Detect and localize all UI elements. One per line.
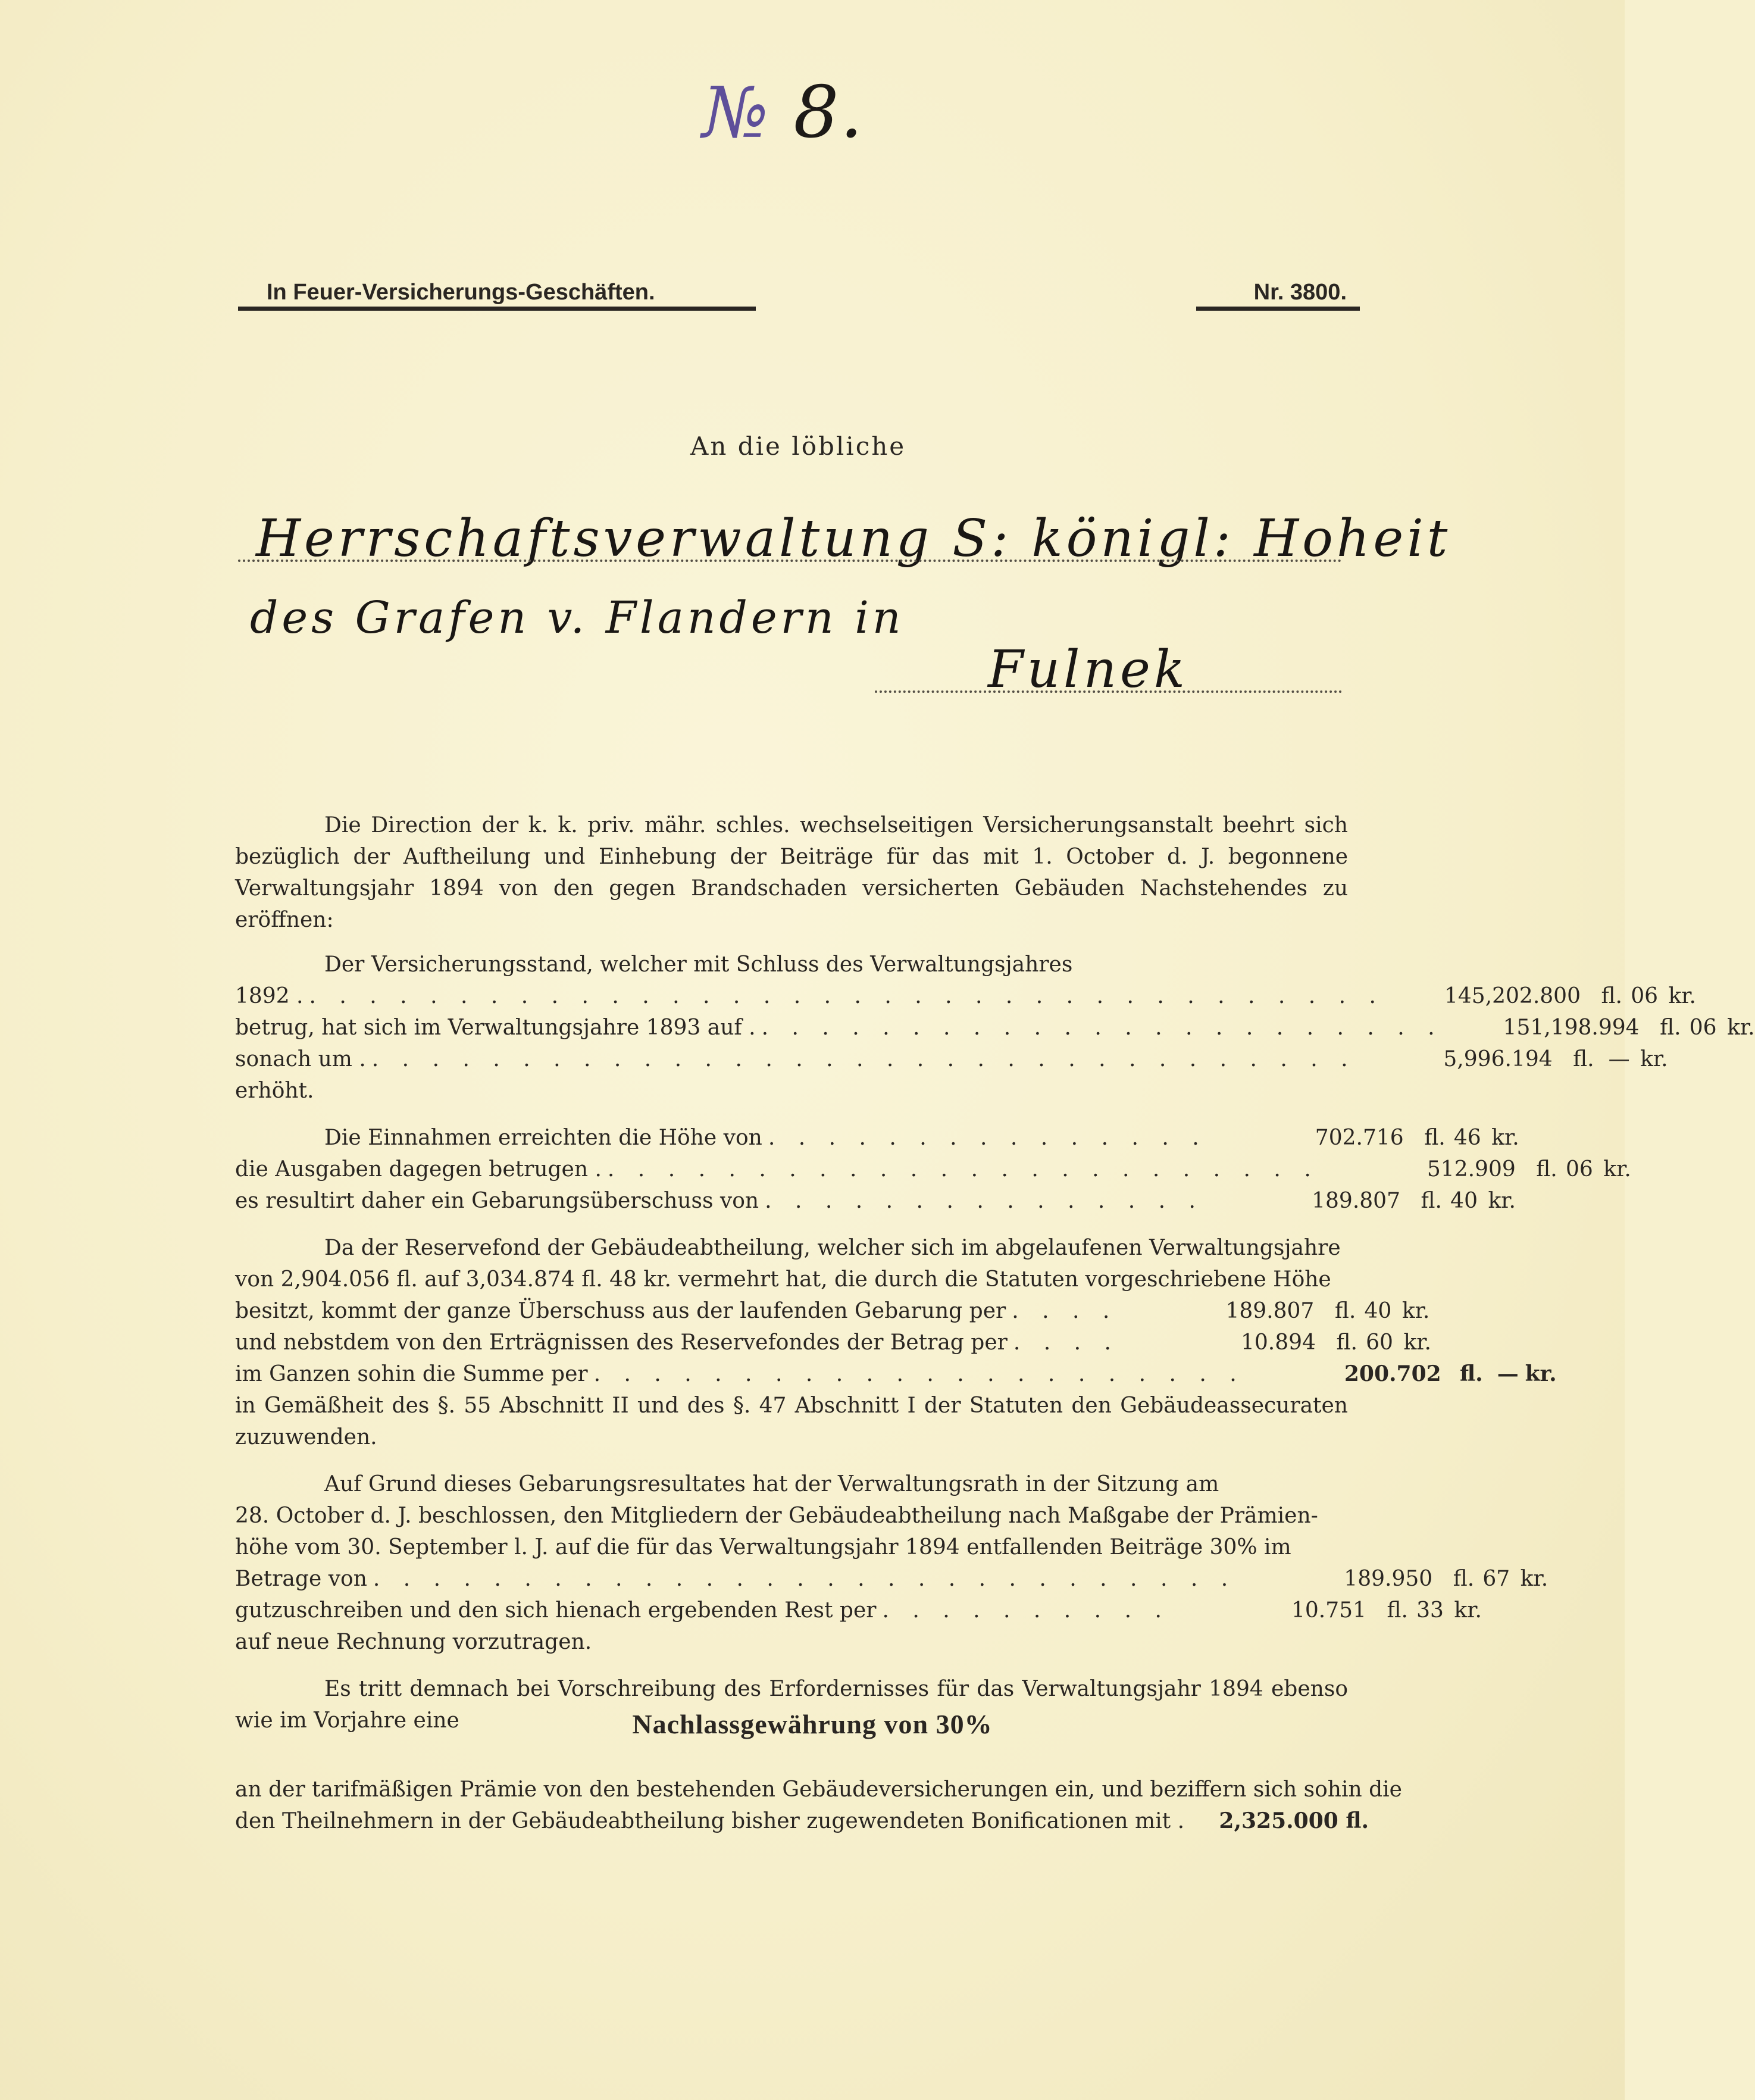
section3-line1: Da der Reservefond der Gebäudeabtheilung, welcher sich im abgelaufenen Verwaltungsjahre	[324, 1236, 1341, 1260]
handwritten-address-line1: Herrschaftsverwaltung S: königl: Hoheit	[256, 509, 1451, 568]
header-department: In Feuer-Versicherungs-Geschäften.	[238, 274, 756, 311]
table-row: besitzt, kommt der ganze Überschuss aus der laufenden Gebarung per . . . . 189.807 fl. 40 kr.	[235, 1299, 1430, 1323]
table-row: und nebstdem von den Erträgnissen des Reservefondes der Betrag per . . . . 10.894 fl. 60 kr.	[235, 1330, 1431, 1355]
table-row: die Ausgaben dagegen betrugen . . . . . . . . . . . . . . . . . . . . . . . . . 512.909 fl. 06 kr.	[235, 1157, 1631, 1182]
table-row: betrug, hat sich im Verwaltungsjahre 1893 auf . . . . . . . . . . . . . . . . . . . . . . . . 151,198.994 fl. 06 kr.	[235, 1015, 1755, 1040]
handwritten-address-line2: des Grafen v. Flandern in	[250, 592, 905, 643]
section1-lead: Der Versicherungsstand, welcher mit Schluss des Verwaltungsjahres	[324, 952, 1073, 977]
address-dotted-line1	[238, 560, 1342, 562]
table-row-total: im Ganzen sohin die Summe per . . . . . . . . . . . . . . . . . . . . . . 200.702 fl. — kr.	[235, 1361, 1557, 1386]
table-row: Die Einnahmen erreichten die Höhe von . . . . . . . . . . . . . . . 702.716 fl. 46 kr.	[324, 1126, 1519, 1150]
stamp-handwritten-number: 8.	[793, 71, 864, 154]
table-row: es resultirt daher ein Gebarungsüberschuss von . . . . . . . . . . . . . . . 189.807 fl. 40 kr.	[235, 1189, 1516, 1213]
table-row: sonach um . . . . . . . . . . . . . . . . . . . . . . . . . . . . . . . . . . 5,996.194 fl. — kr.	[235, 1047, 1668, 1071]
stamp-printed: №	[702, 71, 770, 154]
table-row: 1892 . . . . . . . . . . . . . . . . . . . . . . . . . . . . . . . . . . . . . 145,202.800 fl. 06 kr.	[235, 984, 1696, 1008]
table-row: Betrage von . . . . . . . . . . . . . . . . . . . . . . . . . . . . . 189.950 fl. 67 kr.	[235, 1567, 1548, 1591]
letter-body	[235, 810, 1755, 1736]
section5-paragraph: Es tritt demnach bei Vorschreibung des Erfordernisses für das Verwaltungsjahr 1894 ebenso wie im Vorjahre eine	[235, 1677, 1348, 1733]
address-dotted-line2	[875, 690, 1342, 693]
section1-tail: erhöht.	[235, 1079, 314, 1103]
number-stamp	[702, 71, 864, 154]
section3-line2: von 2,904.056 fl. auf 3,034.874 fl. 48 kr. vermehrt hat, die durch die Statuten vorgeschriebene Höhe	[235, 1267, 1331, 1292]
salutation: An die löbliche	[690, 432, 906, 461]
intro-paragraph: Die Direction der k. k. priv. mähr. schles. wechselseitigen Versicherungsanstalt beehrt sich bezüglich der Auftheilung und Einhebung der Beiträge für das mit 1. October d. J. begonnene Verwaltungsjahr 1894 von den gegen Brandschaden versicherten Gebäuden Nachstehendes zu eröffnen:	[235, 813, 1348, 932]
header-number: Nr. 3800.	[1196, 274, 1360, 311]
section4-line2: 28. October d. J. beschlossen, den Mitgliedern der Gebäudeabtheilung nach Maßgabe der Prämien-	[235, 1504, 1318, 1528]
table-row: gutzuschreiben und den sich hienach ergebenden Rest per . . . . . . . . . . 10.751 fl. 33 kr.	[235, 1598, 1482, 1623]
section3-tail: in Gemäßheit des §. 55 Abschnitt II und des §. 47 Abschnitt I der Statuten den Gebäudeassecuraten zuzuwenden.	[235, 1393, 1348, 1449]
section4-tail: auf neue Rechnung vorzutragen.	[235, 1630, 592, 1654]
closing-block	[235, 1774, 1402, 1837]
closing-line2: den Theilnehmern in der Gebäudeabtheilung bisher zugewendeten Bonificationen mit . 2,325.000 fl.	[235, 1808, 1369, 1833]
discount-heading: Nachlassgewährung von 30%	[632, 1709, 993, 1739]
handwritten-address-line3: Fulnek	[988, 640, 1188, 699]
section4-line3: höhe vom 30. September l. J. auf die für das Verwaltungsjahr 1894 entfallenden Beiträge 30% im	[235, 1535, 1291, 1560]
closing-line1: an der tarifmäßigen Prämie von den bestehenden Gebäudeversicherungen ein, und beziffern sich sohin die	[235, 1777, 1402, 1802]
section4-line1: Auf Grund dieses Gebarungsresultates hat der Verwaltungsrath in der Sitzung am	[324, 1472, 1219, 1496]
